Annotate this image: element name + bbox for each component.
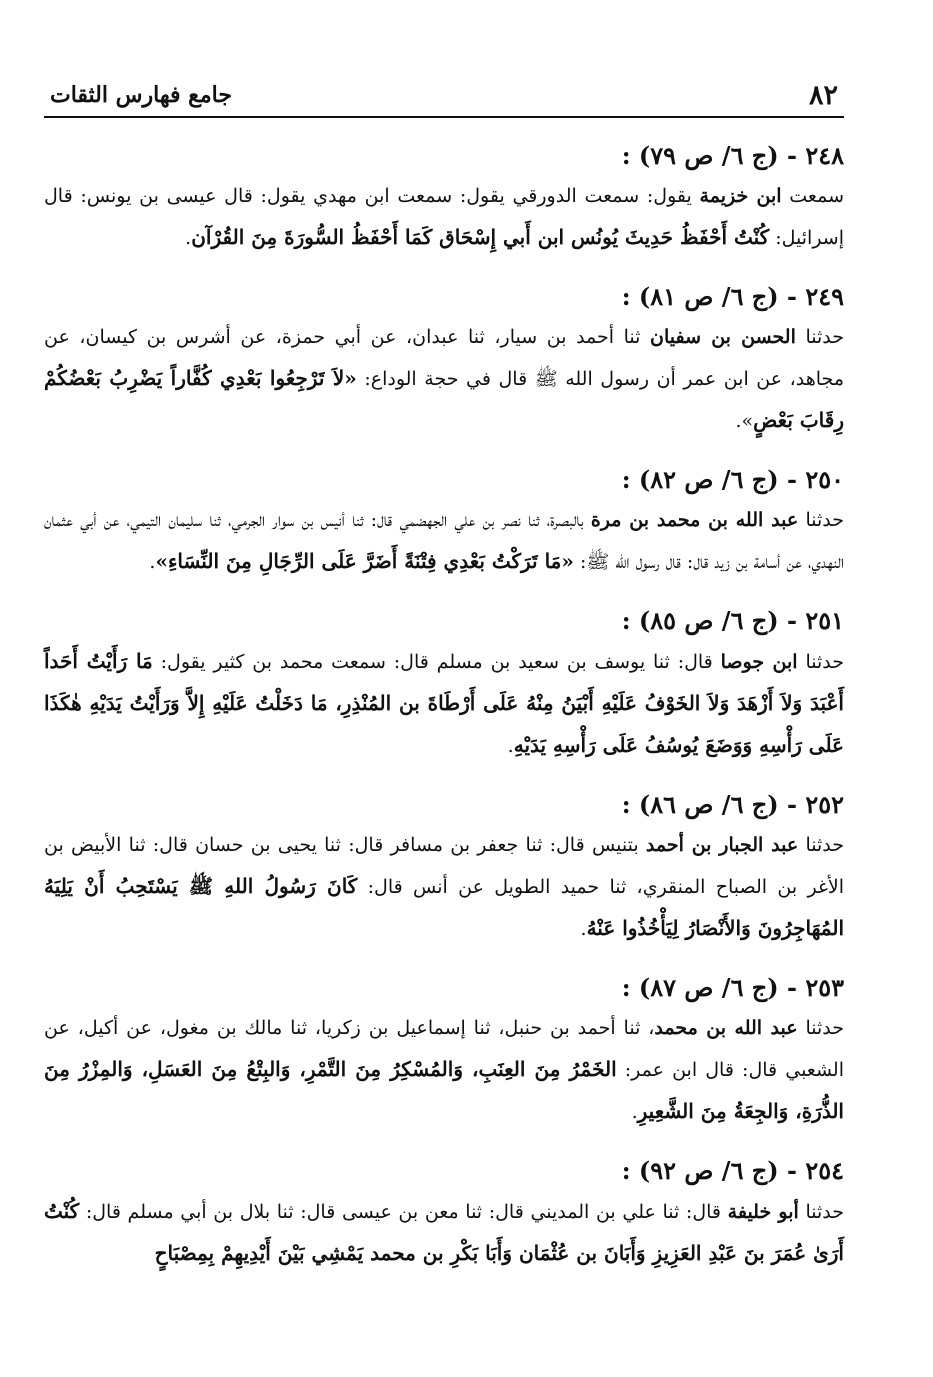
narrator-name: عبد الله بن محمد بن مرة [590,509,799,531]
entry-text-post: . [507,735,514,757]
entry-text [44,317,844,442]
entry-text [44,1008,844,1133]
entry-text-chain: يقول: سمعت الدورقي يقول: سمعت ابن مهدي يقول: قال عيسى بن يونس: قال إسرائيل: [44,185,844,249]
entry-text-chain: بتنيس قال: ثنا جعفر بن مسافر قال: ثنا يحيى بن حسان قال: ثنا الأبيض بن الأغر بن الصباح المنقري، ثنا حميد الطويل عن أنس قال: [44,834,844,898]
entry-252 [44,785,844,950]
entry-248 [44,136,844,259]
entry-text [44,176,844,259]
entry-249 [44,277,844,442]
entry-quote: مَا رَأَيْتُ أَحَداً أَعْبَدَ وَلاَ أَزْهَدَ وَلاَ الخَوْفُ عَلَيْهِ أَبْيَنُ مِنْهُ عَلَى أَرْطَاةَ بن المُنْذِرِ، مَا دَخَلْتُ عَلَيْهِ إِلاَّ وَرَأَيْتُ يَدَيْهِ هٰكَذَا عَلَى رَأْسِهِ وَوَضَعَ يُوسُفُ عَلَى رَأْسِهِ يَدَيْهِ [44,649,844,757]
entry-text-pre: سمعت [781,185,844,207]
entry-heading: ٢٥٣ - (ج ٦/ ص ٨٧) : [621,973,844,1002]
entry-text-post: . [149,551,156,573]
entry-text-pre: حدثنا [797,1017,845,1039]
entry-text-chain: قال: ثنا علي بن المديني قال: ثنا معن بن عيسى قال: ثنا بلال بن أبي مسلم قال: [79,1201,728,1223]
entry-text [44,500,844,583]
entry-heading: ٢٥٠ - (ج ٦/ ص ٨٢) : [621,465,844,494]
page-header [44,70,844,118]
narrator-name: عبد الجبار بن أحمد [645,834,799,856]
entry-text-pre: حدثنا [798,509,845,531]
entry-text-chain: بالبصرة، ثنا نصر بن علي الجهضمي قال: ثنا أنيس بن سوار الجرمي، ثنا سليمان التيمي، عن أبي عثمان النهدي، عن أسامة بن زيد قال: قال رسول الله ﷺ: [44,509,844,573]
entry-text [44,1191,844,1275]
entry-quote: كُنْتُ أَحْفَظُ حَدِيثَ يُونُس ابن أَبي إِسْحَاق كَمَا أَحْفَظُ السُّورَةَ مِنَ القُرْآن [191,225,770,249]
book-page [44,70,844,1275]
running-title: جامع فهارس الثقات [50,82,232,108]
entry-heading: ٢٤٩ - (ج ٦/ ص ٨١) : [621,282,844,311]
entry-text-pre: حدثنا [798,834,844,856]
narrator-name: أبو خليفة [727,1201,799,1223]
entry-text [44,825,844,950]
entry-text-post: ». [735,410,754,432]
entry-text-chain: ، ثنا أحمد بن حنبل، ثنا إسماعيل بن زكريا، ثنا مالك بن مغول، عن أكيل، عن الشعبي قال: قال ابن عمر: [44,1017,844,1081]
entry-quote: الخَمْرُ مِنَ العِنَبِ، وَالمُسْكِرُ مِنَ التَّمْرِ، وَالبِتْعُ مِنَ العَسَلِ، وَالمِزْرُ مِنَ الذُّرَةِ، وَالجِعَةُ مِنَ الشَّعِيرِ [44,1057,844,1123]
entry-quote: كُنْتُ أَرَىٰ عُمَرَ بنَ عَبْدِ العَزِيزِ وَأَبَانَ بن عُثْمَان وَأَبَا بَكْرِ بن محمد يَمْشِي بَيْنَ أَيْدِيهِمْ بِمِصْبَاحٍ [44,1199,844,1265]
narrator-name: ابن جوصا [720,651,798,673]
entry-250 [44,460,844,583]
entry-text-pre: حدثنا [797,651,844,673]
entry-quote: كَانَ رَسُولُ اللهِ ﷺ يَسْتَحِبُ أَنْ يَلِيَهُ المُهَاجِرُونَ وَالأَنْصَارُ لِيَأْخُذُوا عَنْهُ [44,874,844,940]
narrator-name: ابن خزيمة [699,185,782,207]
entry-254 [44,1151,844,1275]
narrator-name: الحسن بن سفيان [650,326,796,348]
entry-text-pre: حدثنا [798,1201,844,1223]
page-number: ٨٢ [808,80,838,111]
entry-heading: ٢٥٤ - (ج ٦/ ص ٩٢) : [621,1156,844,1185]
entry-251 [44,601,844,767]
entry-quote: «مَا تَرَكْتُ بَعْدِي فِتْنَةً أَضَرَّ عَلَى الرِّجَالِ مِنَ النِّسَاءِ» [155,549,574,573]
entry-text [44,641,844,767]
entry-quote: «لاَ تَرْجِعُوا بَعْدِي كُفَّاراً يَضْرِبُ بَعْضُكُمْ رِقَابَ بَعْضٍ [44,366,844,432]
entry-heading: ٢٥٢ - (ج ٦/ ص ٨٦) : [621,790,844,819]
entry-253 [44,968,844,1133]
entry-text-pre: حدثنا [795,326,844,348]
entry-text-post: . [185,227,192,249]
entry-heading: ٢٤٨ - (ج ٦/ ص ٧٩) : [621,141,844,170]
entry-text-chain: قال: ثنا يوسف بن سعيد بن مسلم قال: سمعت محمد بن كثير يقول: [152,651,721,673]
entry-heading: ٢٥١ - (ج ٦/ ص ٨٥) : [621,606,844,635]
narrator-name: عبد الله بن محمد [654,1017,798,1039]
entry-text-post: . [580,918,587,940]
entry-text-post: . [631,1101,638,1123]
entry-text-chain: ثنا أحمد بن سيار، ثنا عبدان، عن أبي حمزة، عن أشرس بن كيسان، عن مجاهد، عن ابن عمر أن رسول الله ﷺ قال في حجة الوداع: [44,326,845,390]
